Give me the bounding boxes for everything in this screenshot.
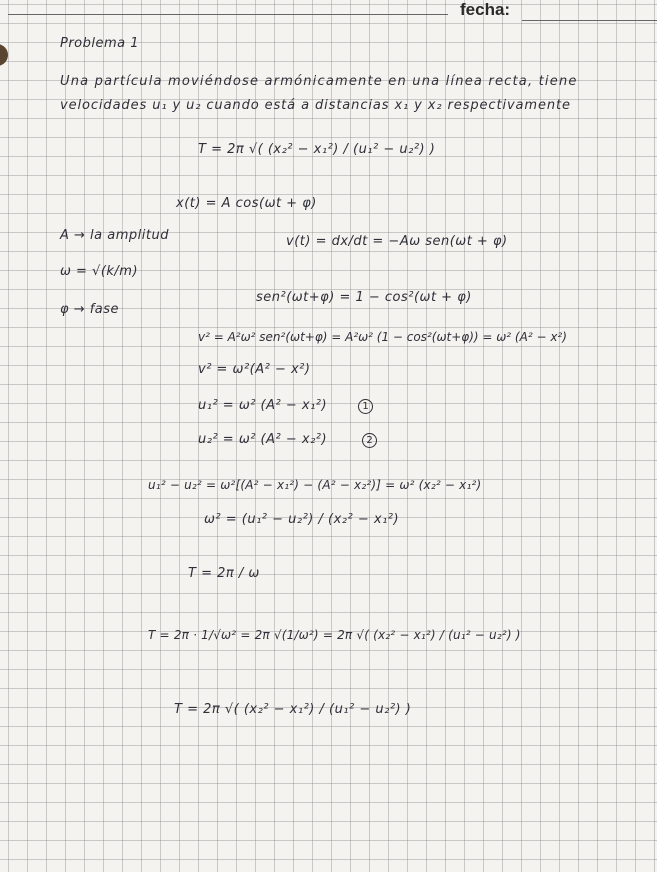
name-line — [8, 14, 448, 15]
eq-v-squared-short: v² = ω²(A² − x²) — [198, 362, 311, 377]
eq-identity: sen²(ωt+φ) = 1 − cos²(ωt + φ) — [256, 290, 472, 305]
equation-mark-1: 1 — [358, 399, 373, 414]
statement-line-2: velocidades u₁ y u₂ cuando está a distancias x₁ y x₂ respectivamente — [60, 98, 571, 113]
eq-u2: u₂² = ω² (A² − x₂²) — [198, 432, 328, 447]
fecha-label: fecha: — [460, 0, 511, 19]
def-phase: φ → fase — [60, 302, 120, 317]
problem-title: Problema 1 — [60, 36, 140, 51]
eq-u1: u₁² = ω² (A² − x₁²) — [198, 398, 328, 413]
eq-omega-squared: ω² = (u₁² − u₂²) / (x₂² − x₁²) — [204, 512, 400, 527]
eq-velocity: v(t) = dx/dt = −Aω sen(ωt + φ) — [286, 234, 508, 249]
eq-position: x(t) = A cos(ωt + φ) — [176, 196, 317, 211]
eq-v-squared: v² = A²ω² sen²(ωt+φ) = A²ω² (1 − cos²(ωt+φ)) = ω² (A² − x²) — [198, 330, 567, 344]
eq-T-chain: T = 2π · 1/√ω² = 2π √(1/ω²) = 2π √( (x₂² − x₁²) / (u₁² − u₂²) ) — [148, 628, 521, 642]
eq-T-omega: T = 2π / ω — [188, 566, 260, 581]
equation-mark-2: 2 — [362, 433, 377, 448]
fecha-line — [522, 20, 657, 21]
def-omega: ω = √(k/m) — [60, 264, 139, 279]
statement-line-1: Una partícula moviéndose armónicamente en una línea recta, tiene — [60, 74, 578, 89]
eq-T-final: T = 2π √( (x₂² − x₁²) / (u₁² − u₂²) ) — [174, 702, 412, 717]
def-amplitude: A → la amplitud — [60, 228, 169, 243]
eq-period-given: T = 2π √( (x₂² − x₁²) / (u₁² − u₂²) ) — [198, 142, 436, 157]
eq-difference: u₁² − u₂² = ω²[(A² − x₁²) − (A² − x₂²)] = ω² (x₂² − x₁²) — [148, 478, 482, 492]
